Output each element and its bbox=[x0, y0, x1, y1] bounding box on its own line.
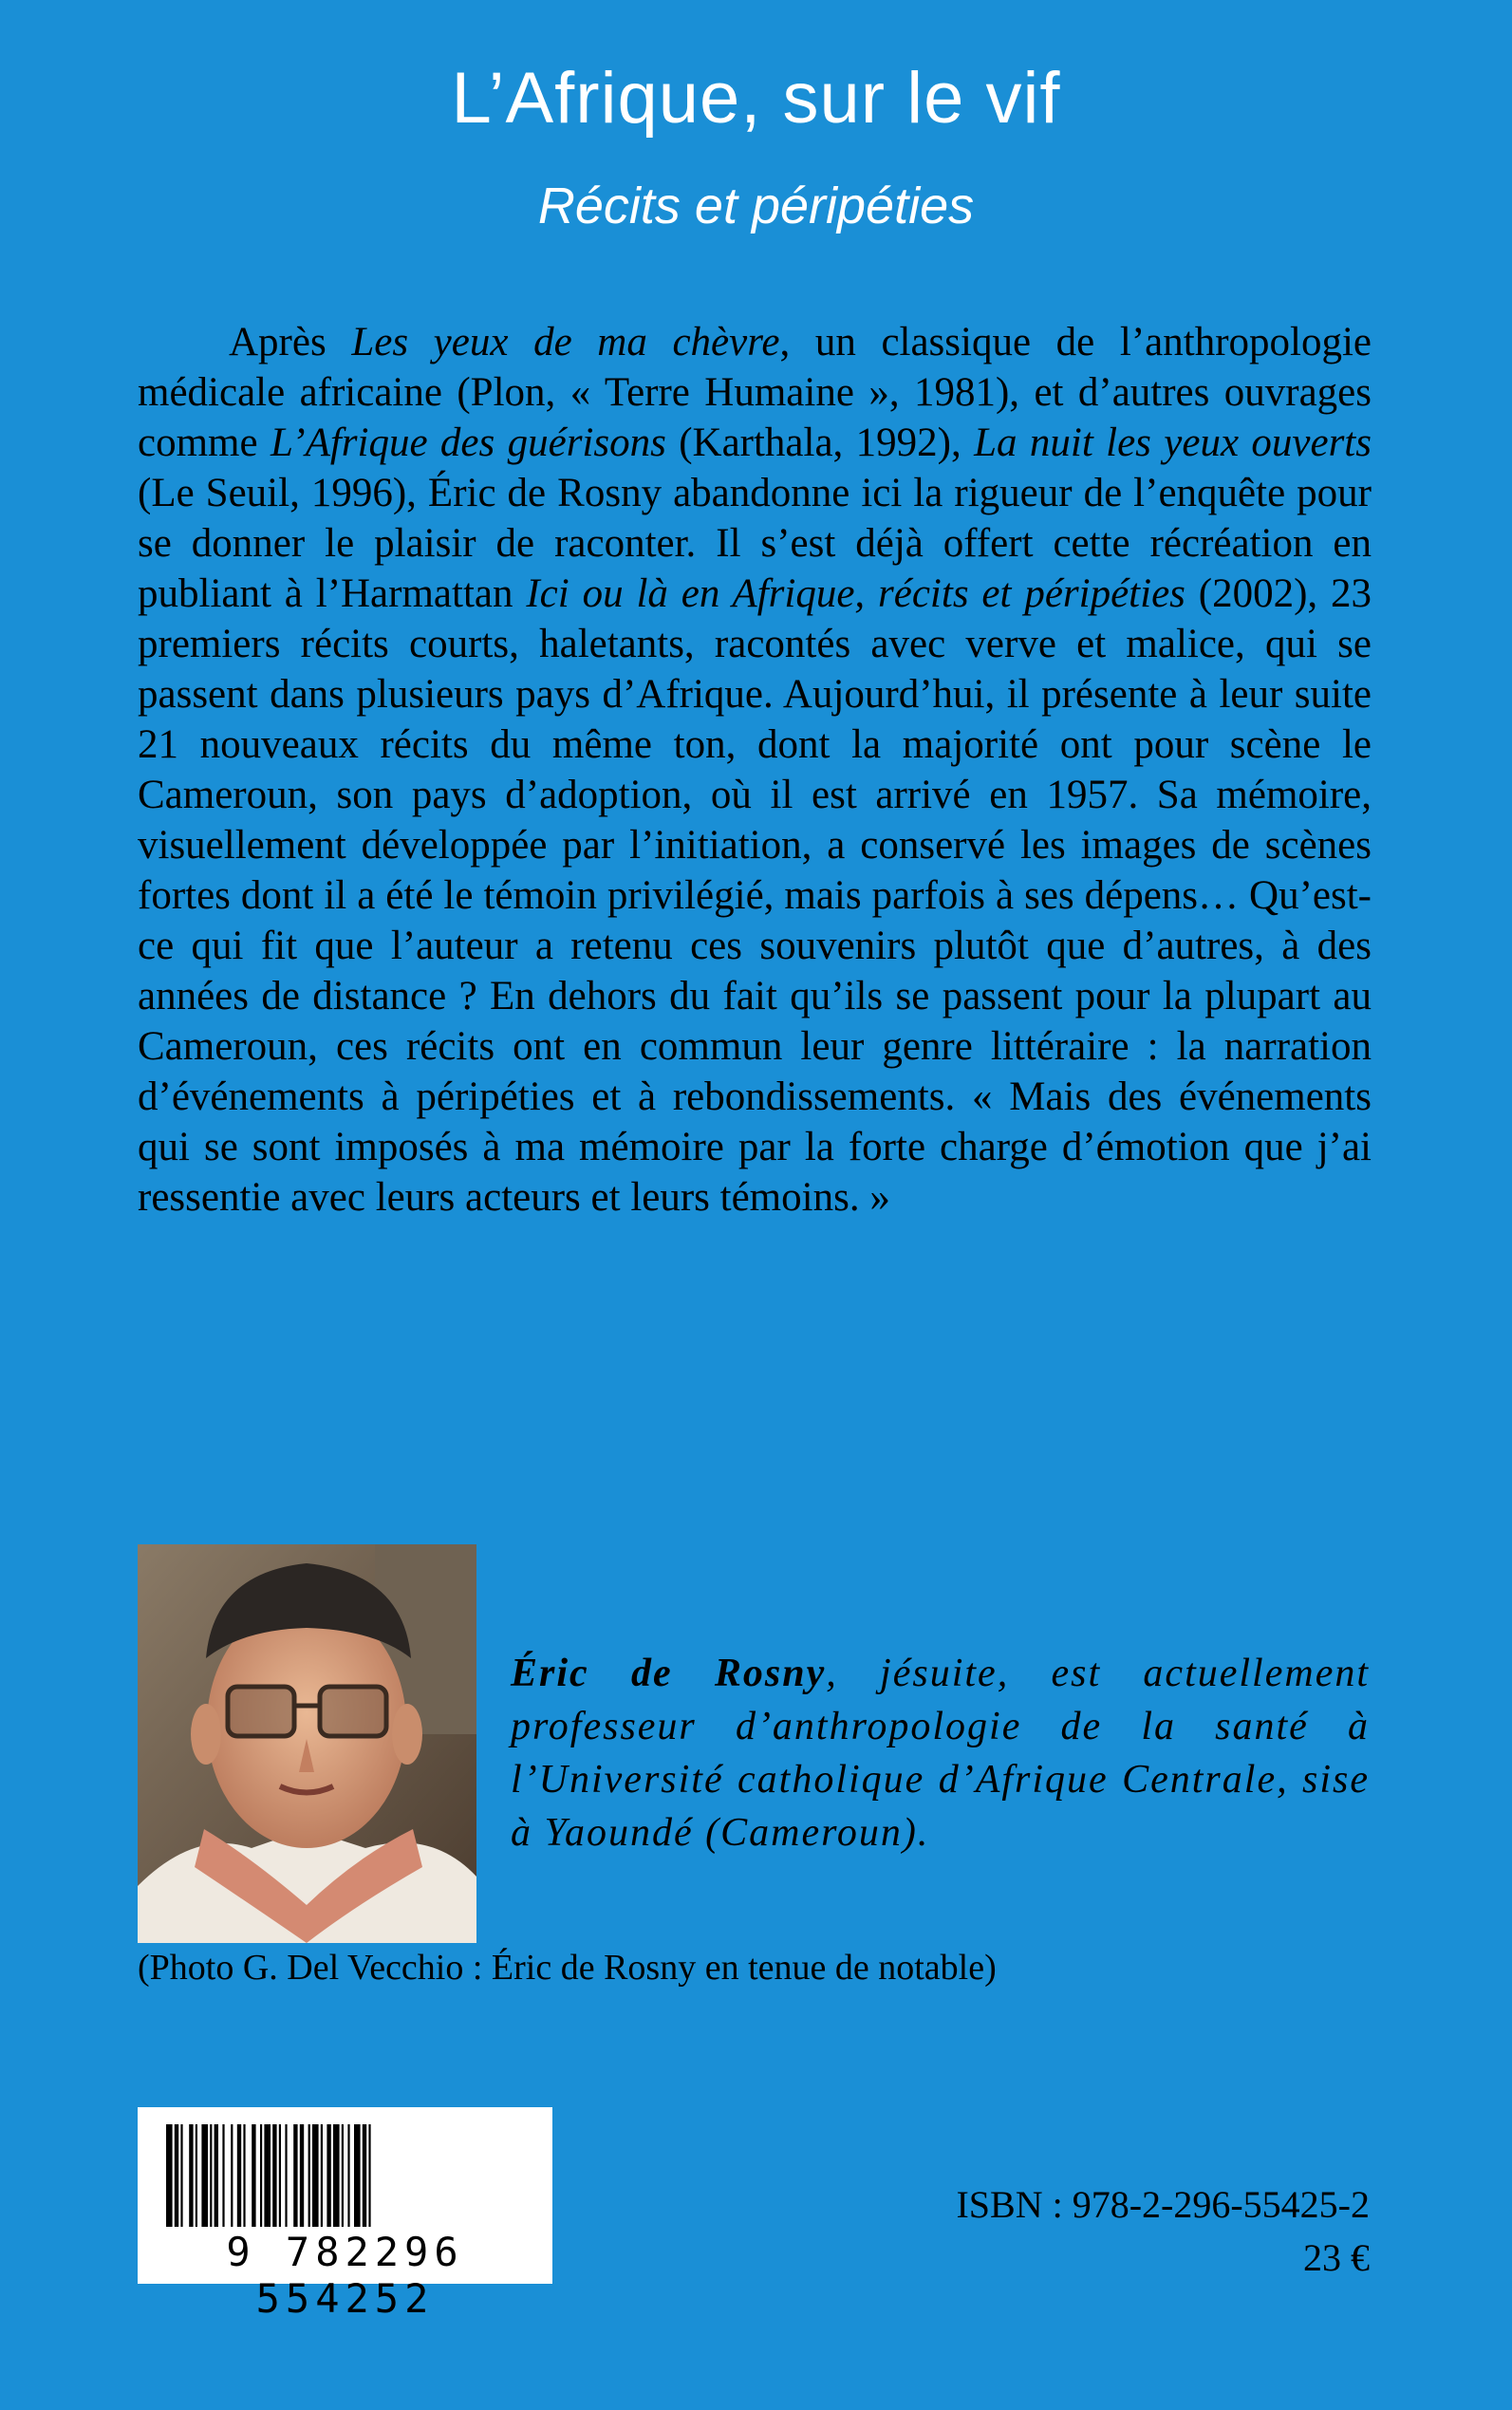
blurb-segment: (2002), 23 premiers récits courts, haletants, racontés avec verve et malice, qui se passent dans plusieurs pays d’Afrique. Aujourd’hui, il présente à leur suite 21 nouveaux récits du même ton, dont la majorité ont pour scène le Cameroun, son pays d’adoption, où il est arrivé en 1957. Sa mémoire, visuellement développée par l’initiation, a conservé les images de scènes fortes dont il a été le témoin privilégié, mais parfois à ses dépens… Qu’est-ce qui fit que l’auteur a retenu ces souvenirs plutôt que d’autres, à des années de distance ? En dehors du fait qu’ils se passent pour la plupart au Cameroun, ces récits ont en commun leur genre littéraire : la narration d’événements à péripéties et à rebondissements. « Mais des événements qui se sont imposés à ma mémoire par la forte charge d’émotion que j’ai ressentie avec leurs acteurs et leurs témoins. » bbox=[138, 571, 1372, 1220]
blurb-segment: , un classique de l’anthropologie médicale africaine (Plon, « Terre Humaine », 1981), et d’autres ouvrages comme bbox=[138, 320, 1372, 465]
barcode-digits: 9 782296 554252 bbox=[226, 2229, 464, 2322]
barcode-bar bbox=[285, 2124, 287, 2227]
barcode-bar bbox=[180, 2124, 182, 2227]
barcode-bar bbox=[363, 2124, 366, 2227]
barcode-bar bbox=[333, 2124, 340, 2227]
barcode-bar bbox=[252, 2124, 255, 2227]
barcode-bar bbox=[231, 2124, 233, 2227]
book-title: L’Afrique, sur le vif bbox=[451, 58, 1061, 139]
isbn: ISBN : 978-2-296-55425-2 bbox=[956, 2183, 1370, 2226]
book-subtitle: Récits et péripéties bbox=[537, 177, 975, 234]
back-cover-blurb bbox=[138, 317, 1372, 1223]
barcode-bar bbox=[260, 2124, 262, 2227]
author-bio bbox=[511, 1647, 1370, 1859]
price: 23 € bbox=[1303, 2236, 1370, 2279]
blurb-segment: (Karthala, 1992), bbox=[665, 420, 975, 465]
barcode-bar bbox=[308, 2124, 310, 2227]
barcode-bar bbox=[175, 2124, 178, 2227]
blurb-book-title: L’Afrique des guérisons bbox=[270, 420, 666, 465]
barcode-bar bbox=[327, 2124, 330, 2227]
barcode-bar bbox=[215, 2124, 218, 2227]
barcode-bar bbox=[342, 2124, 344, 2227]
barcode-bar bbox=[243, 2124, 245, 2227]
barcode-bar bbox=[293, 2124, 297, 2227]
barcode-bar bbox=[196, 2124, 197, 2227]
blurb-book-title: La nuit les yeux ouverts bbox=[974, 420, 1372, 465]
barcode-bar bbox=[279, 2124, 281, 2227]
barcode-bar bbox=[201, 2124, 208, 2227]
photo-caption: (Photo G. Del Vecchio : Éric de Rosny en tenue de notable) bbox=[138, 1948, 997, 1988]
barcode-bar bbox=[272, 2124, 276, 2227]
barcode-bar bbox=[210, 2124, 212, 2227]
blurb-book-title: Ici ou là en Afrique, récits et péripéties bbox=[526, 571, 1185, 616]
blurb-book-title: Les yeux de ma chèvre bbox=[351, 320, 780, 364]
barcode-bar bbox=[237, 2124, 241, 2227]
barcode-bar bbox=[222, 2124, 224, 2227]
barcode-bar bbox=[368, 2124, 370, 2227]
barcode-bar bbox=[312, 2124, 319, 2227]
author-bio-text: , jésuite, est actuellement professeur d’anthropologie de la santé à l’Université catholique d’Afrique Centrale, sise à Yaoundé (Cameroun). bbox=[511, 1652, 1371, 1855]
barcode-bar bbox=[300, 2124, 304, 2227]
barcode-bar bbox=[347, 2124, 349, 2227]
barcode-bars bbox=[166, 2124, 524, 2227]
barcode bbox=[138, 2107, 552, 2322]
blurb-segment: (Le Seuil, 1996), Éric de Rosny abandonne ici la rigueur de l’enquête pour se donner le plaisir de raconter. Il s’est déjà offert cette récréation en publiant à l’Harmattan bbox=[138, 471, 1372, 616]
blurb-segment: Après bbox=[229, 320, 352, 364]
barcode-bar bbox=[166, 2124, 173, 2227]
barcode-bar bbox=[321, 2124, 323, 2227]
barcode-bar bbox=[264, 2124, 271, 2227]
barcode-bar bbox=[354, 2124, 361, 2227]
barcode-bar bbox=[189, 2124, 193, 2227]
author-portrait-illustration bbox=[138, 1544, 476, 1943]
author-name: Éric de Rosny bbox=[511, 1652, 827, 1695]
author-photo bbox=[138, 1544, 476, 1943]
